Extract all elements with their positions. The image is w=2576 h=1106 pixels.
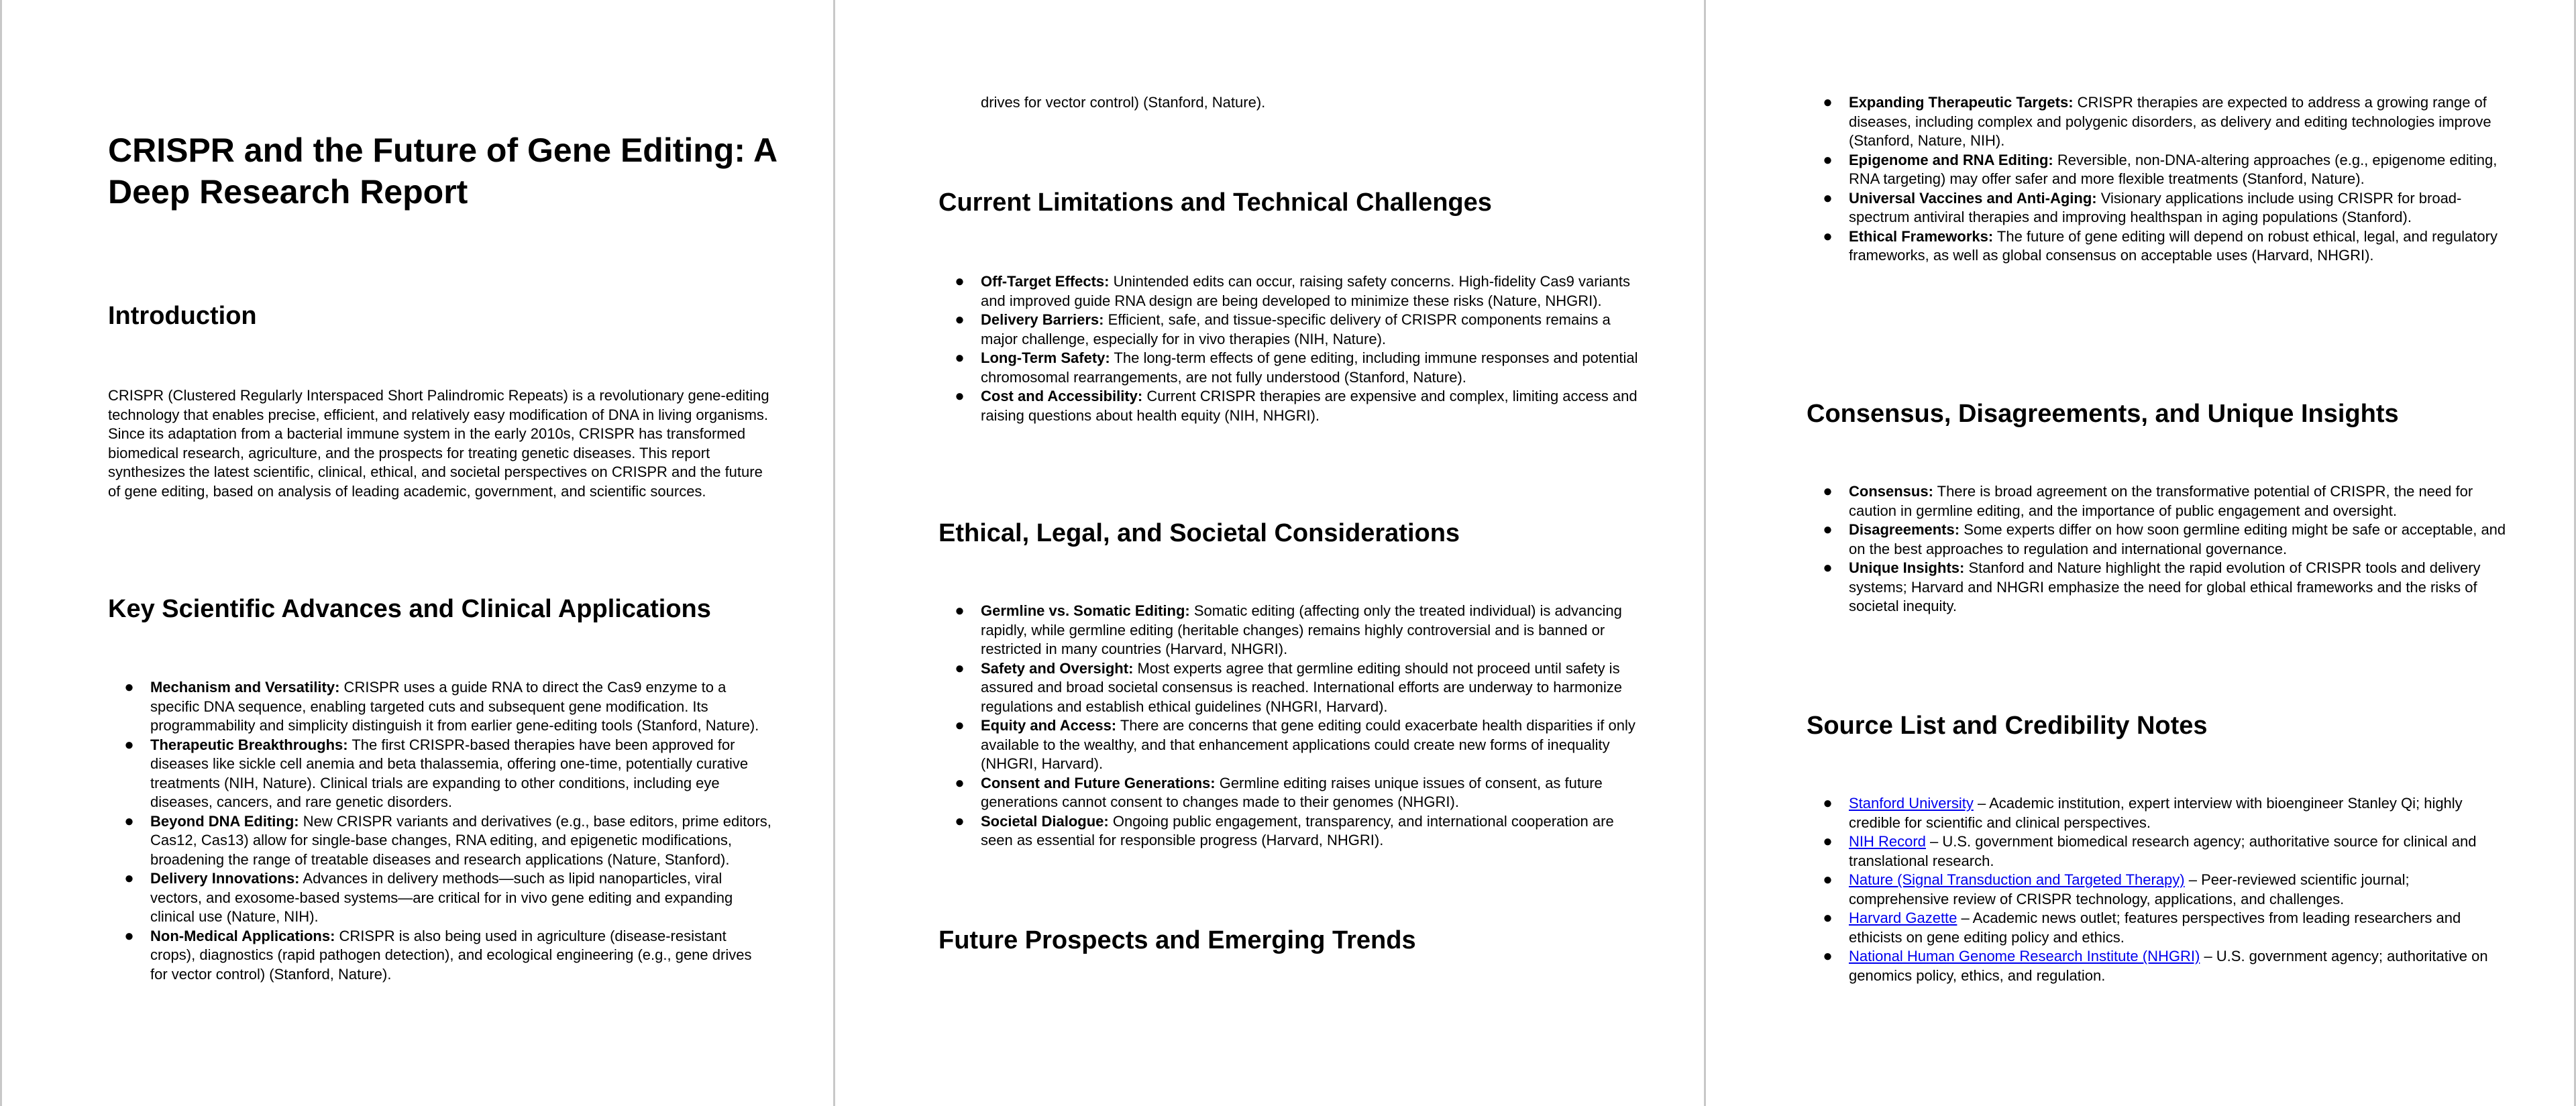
sources-list bbox=[1807, 794, 2508, 985]
bullet-icon: ● bbox=[1823, 559, 1833, 577]
source-link[interactable]: Nature (Signal Transduction and Targeted Therapy) bbox=[1849, 871, 2185, 888]
bullet-icon: ● bbox=[124, 678, 134, 696]
item-text: Somatic editing (affecting only the treated individual) is advancing rapidly, while germline editing (heritable changes) remains highly controversial and is banned or restricted in many countries (Harvard, NHGRI). bbox=[981, 602, 1622, 657]
item-term: Societal Dialogue: bbox=[981, 812, 1109, 830]
bullet-icon: ● bbox=[1823, 150, 1833, 169]
list-item bbox=[938, 272, 1643, 311]
source-link[interactable]: NIH Record bbox=[1849, 833, 1926, 850]
list-item bbox=[938, 311, 1643, 349]
source-item bbox=[1807, 871, 2508, 909]
item-term: Beyond DNA Editing: bbox=[150, 812, 299, 830]
bullet-icon: ● bbox=[955, 272, 965, 290]
bullet-icon: ● bbox=[1823, 520, 1833, 539]
bullet-icon: ● bbox=[1823, 832, 1833, 850]
item-term: Off-Target Effects: bbox=[981, 273, 1110, 290]
item-text: Unintended edits can occur, raising safety concerns. High-fidelity Cas9 variants and improved guide RNA design are being developed to minimize these risks (Nature, NHGRI). bbox=[981, 273, 1630, 309]
bullet-icon: ● bbox=[955, 349, 965, 367]
source-item bbox=[1807, 947, 2508, 985]
document-page-3 bbox=[1704, 0, 2576, 1106]
future-heading: Future Prospects and Emerging Trends bbox=[938, 926, 1416, 954]
bullet-icon: ● bbox=[124, 869, 134, 887]
bullet-icon: ● bbox=[1823, 794, 1833, 812]
advances-list bbox=[108, 678, 772, 984]
item-text: – U.S. government biomedical research agency; authoritative source for clinical and translational research. bbox=[1849, 833, 2477, 869]
item-term: Universal Vaccines and Anti-Aging: bbox=[1849, 189, 2097, 207]
bullet-icon: ● bbox=[1823, 93, 1833, 111]
limitations-heading: Current Limitations and Technical Challenges bbox=[938, 188, 1492, 217]
source-link[interactable]: National Human Genome Research Institute (NHGRI) bbox=[1849, 948, 2200, 964]
list-item bbox=[938, 602, 1643, 659]
item-term: Safety and Oversight: bbox=[981, 659, 1134, 677]
introduction-heading: Introduction bbox=[108, 302, 257, 330]
list-item bbox=[938, 716, 1643, 774]
item-term: Delivery Barriers: bbox=[981, 311, 1104, 328]
item-term: Expanding Therapeutic Targets: bbox=[1849, 94, 2074, 111]
item-term: Consent and Future Generations: bbox=[981, 774, 1216, 791]
bullet-icon: ● bbox=[955, 773, 965, 792]
item-text: Stanford and Nature highlight the rapid evolution of CRISPR tools and delivery systems; Harvard and NHGRI emphasize the need for global ethical frameworks and the risks of societal inequity. bbox=[1849, 559, 2481, 614]
source-link[interactable]: Harvard Gazette bbox=[1849, 909, 1957, 926]
bullet-icon: ● bbox=[955, 311, 965, 329]
bullet-icon: ● bbox=[1823, 909, 1833, 927]
item-text: – Academic news outlet; features perspectives from leading researchers and ethicists on gene editing policy and ethics. bbox=[1849, 909, 2461, 946]
bullet-icon: ● bbox=[955, 602, 965, 620]
list-item bbox=[938, 387, 1643, 425]
list-item bbox=[1807, 151, 2508, 189]
item-term: Cost and Accessibility: bbox=[981, 388, 1143, 404]
list-item bbox=[108, 869, 772, 927]
item-text: Most experts agree that germline editing should not proceed until safety is assured and broad societal consensus is reached. International efforts are underway to harmonize regulations and establish ethical guidelines (NHGRI, Harvard). bbox=[981, 659, 1622, 715]
bullet-icon: ● bbox=[1823, 947, 1833, 965]
report-title: CRISPR and the Future of Gene Editing: A Deep Research Report bbox=[108, 131, 777, 211]
list-item bbox=[108, 927, 772, 985]
bullet-icon: ● bbox=[124, 735, 134, 754]
item-text: – Peer-reviewed scientific journal; comprehensive review of CRISPR technology, applications, and challenges. bbox=[1849, 871, 2410, 907]
ethics-heading: Ethical, Legal, and Societal Considerations bbox=[938, 519, 1460, 547]
list-item bbox=[108, 678, 772, 736]
document-page-2 bbox=[833, 0, 1704, 1106]
item-term: Disagreements: bbox=[1849, 521, 1960, 538]
bullet-icon: ● bbox=[1823, 227, 1833, 245]
bullet-icon: ● bbox=[124, 812, 134, 830]
bullet-icon: ● bbox=[124, 926, 134, 945]
item-text: Advances in delivery methods—such as lipid nanoparticles, viral vectors, and exosome-based systems—are critical for in vivo gene editing and expanding clinical use (Nature, NIH). bbox=[150, 870, 733, 925]
item-text: There is broad agreement on the transformative potential of CRISPR, the need for caution in germline editing, and the importance of public engagement and oversight. bbox=[1849, 483, 2473, 519]
list-item bbox=[1807, 227, 2508, 266]
list-item bbox=[938, 774, 1643, 812]
item-text: CRISPR therapies are expected to address a growing range of diseases, including complex and polygenic disorders, as delivery and editing technologies improve (Stanford, Nature, NIH). bbox=[1849, 94, 2491, 149]
item-text: Efficient, safe, and tissue-specific delivery of CRISPR components remains a major challenge, especially for in vivo therapies (NIH, Nature). bbox=[981, 311, 1611, 347]
list-item bbox=[938, 349, 1643, 387]
item-text: Reversible, non-DNA-altering approaches (e.g., epigenome editing, RNA targeting) may offer safer and more flexible treatments (Stanford, Nature). bbox=[1849, 151, 2498, 187]
item-text: Germline editing raises unique issues of consent, as future generations cannot consent to changes made to their genomes (NHGRI). bbox=[981, 774, 1603, 810]
item-text: CRISPR uses a guide RNA to direct the Cas9 enzyme to a specific DNA sequence, enabling targeted cuts and subsequent gene modification. Its programmability and simplicity distinguish it from earlier gene-editing tools (Stanford, Nature). bbox=[150, 679, 759, 734]
sources-heading: Source List and Credibility Notes bbox=[1807, 712, 2208, 740]
item-term: Consensus: bbox=[1849, 483, 1933, 500]
list-item bbox=[938, 659, 1643, 717]
source-item bbox=[1807, 794, 2508, 832]
item-text: Some experts differ on how soon germline editing might be safe or acceptable, and on the best approaches to regulation and international governance. bbox=[1849, 521, 2506, 557]
list-item bbox=[1807, 482, 2508, 520]
item-term: Non-Medical Applications: bbox=[150, 927, 335, 944]
list-item bbox=[1807, 520, 2508, 559]
item-text: Visionary applications include using CRISPR for broad-spectrum antiviral therapies and improving healthspan in aging populations (Stanford). bbox=[1849, 189, 2462, 225]
bullet-icon: ● bbox=[1823, 871, 1833, 889]
bullet-icon: ● bbox=[1823, 482, 1833, 500]
consensus-list bbox=[1807, 482, 2508, 616]
bullet-icon: ● bbox=[955, 716, 965, 734]
source-link[interactable]: Stanford University bbox=[1849, 795, 1974, 812]
item-term: Long-Term Safety: bbox=[981, 349, 1110, 366]
consensus-heading: Consensus, Disagreements, and Unique Insights bbox=[1807, 400, 2399, 428]
item-term: Equity and Access: bbox=[981, 717, 1117, 734]
item-term: Delivery Innovations: bbox=[150, 870, 300, 887]
item-term: Ethical Frameworks: bbox=[1849, 227, 1994, 245]
item-text: The first CRISPR-based therapies have been approved for diseases like sickle cell anemia and beta thalassemia, offering one-time, potentially curative treatments (NIH, Nature). Clinical trials are expanding to other conditions, including eye diseases, cancers, and rare genetic disorders. bbox=[150, 736, 749, 810]
carryover-text: drives for vector control) (Stanford, Nature). bbox=[981, 94, 1266, 111]
source-item bbox=[1807, 832, 2508, 871]
list-item bbox=[1807, 559, 2508, 616]
item-term: Epigenome and RNA Editing: bbox=[1849, 151, 2053, 168]
item-text: – U.S. government agency; authoritative on genomics policy, ethics, and regulation. bbox=[1849, 948, 2488, 984]
bullet-icon: ● bbox=[1823, 188, 1833, 207]
item-text: The long-term effects of gene editing, including immune responses and potential chromosomal rearrangements, are not fully understood (Stanford, Nature). bbox=[981, 349, 1638, 386]
item-text: There are concerns that gene editing could exacerbate health disparities if only available to the wealthy, and that enhancement applications could create new forms of inequality (NHGRI, Harvard). bbox=[981, 717, 1635, 772]
list-item bbox=[108, 812, 772, 870]
item-text: CRISPR is also being used in agriculture (disease-resistant crops), diagnostics (rapid pathogen detection), and ecological engineering (e.g., gene drives for vector control) (Stanford, Nature). bbox=[150, 927, 752, 983]
document-page-1 bbox=[0, 0, 833, 1106]
list-item bbox=[108, 736, 772, 812]
item-text: New CRISPR variants and derivatives (e.g., base editors, prime editors, Cas12, Cas13) allow for single-base changes, RNA editing, and epigenetic modifications, broadening the range of treatable diseases and research applications (Nature, Stanford). bbox=[150, 812, 771, 868]
item-text: The future of gene editing will depend on robust ethical, legal, and regulatory frameworks, as well as global consensus on acceptable uses (Harvard, NHGRI). bbox=[1849, 227, 2498, 264]
item-text: – Academic institution, expert interview with bioengineer Stanley Qi; highly credible for scientific and clinical perspectives. bbox=[1849, 795, 2463, 831]
advances-heading: Key Scientific Advances and Clinical Applications bbox=[108, 595, 711, 623]
source-item bbox=[1807, 909, 2508, 947]
bullet-icon: ● bbox=[955, 659, 965, 677]
item-term: Mechanism and Versatility: bbox=[150, 679, 340, 696]
list-item bbox=[1807, 189, 2508, 227]
list-item bbox=[938, 812, 1643, 850]
ethics-list bbox=[938, 602, 1643, 850]
introduction-paragraph: CRISPR (Clustered Regularly Interspaced Short Palindromic Repeats) is a revolutionary gene-editing technology that enables precise, efficient, and relatively easy modification of DNA in living organisms. Since its adaptation from a bacterial immune system in the early 2010s, CRISPR has transformed biomedical research, agriculture, and the prospects for treating genetic diseases. This report synthesizes the latest scientific, clinical, ethical, and societal perspectives on CRISPR and the future of gene editing, based on analysis of leading academic, government, and scientific sources. bbox=[108, 387, 769, 500]
bullet-icon: ● bbox=[955, 812, 965, 830]
item-text: Ongoing public engagement, transparency, and international cooperation are seen as essential for responsible progress (Harvard, NHGRI). bbox=[981, 812, 1614, 848]
item-term: Unique Insights: bbox=[1849, 559, 1965, 576]
item-term: Therapeutic Breakthroughs: bbox=[150, 736, 348, 753]
future-list bbox=[1807, 93, 2508, 266]
item-term: Germline vs. Somatic Editing: bbox=[981, 602, 1190, 619]
bullet-icon: ● bbox=[955, 387, 965, 405]
limitations-list bbox=[938, 272, 1643, 425]
item-text: Current CRISPR therapies are expensive and complex, limiting access and raising questions about health equity (NIH, NHGRI). bbox=[981, 388, 1638, 424]
list-item bbox=[1807, 93, 2508, 151]
